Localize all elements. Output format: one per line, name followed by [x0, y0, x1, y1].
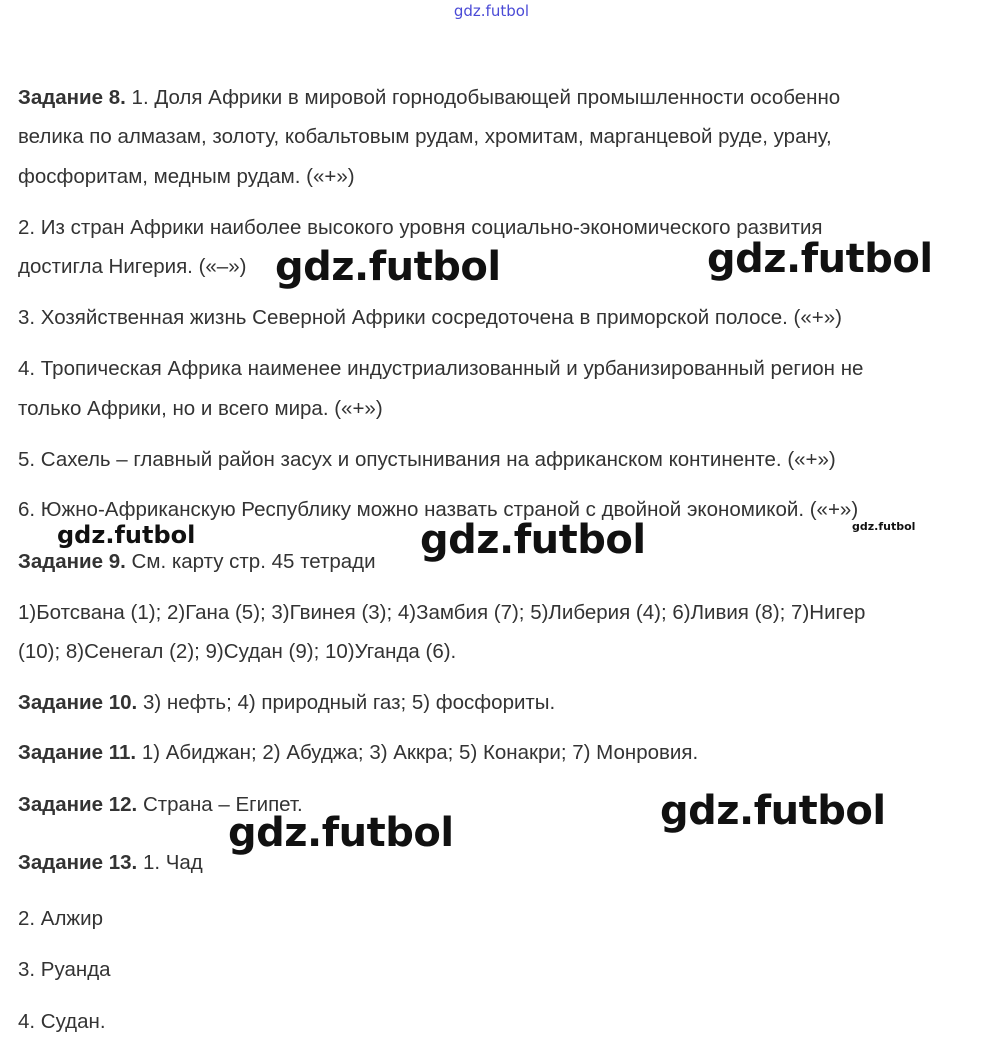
task13-label: Задание 13.: [18, 851, 138, 874]
header-watermark: gdz.futbol: [453, 2, 530, 20]
watermark-6: gdz.futbol: [660, 788, 886, 834]
watermark-2: gdz.futbol: [707, 236, 933, 282]
task8-item5: 5. Сахель – главный район засух и опустынивания на африканском континенте. («+»): [18, 448, 836, 471]
watermark-4: gdz.futbol: [420, 517, 646, 563]
task13-line: [18, 850, 203, 876]
task8-line1: [18, 85, 840, 111]
watermark-5: gdz.futbol: [852, 520, 916, 533]
task13-text: 1. Чад: [142, 851, 203, 874]
task9-text: См. карту стр. 45 тетради: [131, 550, 376, 573]
task8-item1-line1: 1. Доля Африки в мировой горнодобывающей промышленности особенно: [131, 86, 841, 109]
task12-label: Задание 12.: [18, 793, 138, 816]
watermark-3: gdz.futbol: [57, 521, 196, 549]
task9-answer-line1: 1)Ботсвана (1); 2)Гана (5); 3)Гвинея (3); 4)Замбия (7); 5)Либерия (4); 6)Ливия (8); 7)Нигер: [18, 601, 866, 624]
task8-label: Задание 8.: [18, 86, 126, 109]
task13-item2: 2. Алжир: [18, 907, 103, 930]
task9-answer-line2: (10); 8)Сенегал (2); 9)Судан (9); 10)Уганда (6).: [18, 640, 457, 663]
task11-text: 1) Абиджан; 2) Абуджа; 3) Аккра; 5) Конакри; 7) Монровия.: [141, 741, 699, 764]
task9-label: Задание 9.: [18, 550, 126, 573]
task9-line: [18, 549, 376, 575]
watermark-7: gdz.futbol: [228, 810, 454, 856]
task8-item2-line2: достигла Нигерия. («–»): [18, 255, 247, 278]
watermark-1: gdz.futbol: [275, 244, 501, 290]
task10-label: Задание 10.: [18, 691, 138, 714]
task8-item1-line3: фосфоритам, медным рудам. («+»): [18, 165, 355, 188]
task13-item4: 4. Судан.: [18, 1010, 106, 1033]
task8-item2-line1: 2. Из стран Африки наиболее высокого уровня социально-экономического развития: [18, 216, 823, 239]
task8-item3: 3. Хозяйственная жизнь Северной Африки сосредоточена в приморской полосе. («+»): [18, 306, 842, 329]
task12-text: Страна – Египет.: [142, 793, 303, 816]
task8-item1-line2: велика по алмазам, золоту, кобальтовым рудам, хромитам, марганцевой руде, урану,: [18, 125, 832, 148]
task10-line: [18, 690, 555, 716]
task8-item4-line2: только Африки, но и всего мира. («+»): [18, 397, 383, 420]
task8-item4-line1: 4. Тропическая Африка наименее индустриализованный и урбанизированный регион не: [18, 357, 864, 380]
task10-text: 3) нефть; 4) природный газ; 5) фосфориты.: [142, 691, 556, 714]
task8-item6: 6. Южно-Африканскую Республику можно назвать страной с двойной экономикой. («+»): [18, 498, 859, 521]
task13-item3: 3. Руанда: [18, 958, 111, 981]
task11-label: Задание 11.: [18, 741, 137, 764]
task11-line: [18, 740, 698, 766]
